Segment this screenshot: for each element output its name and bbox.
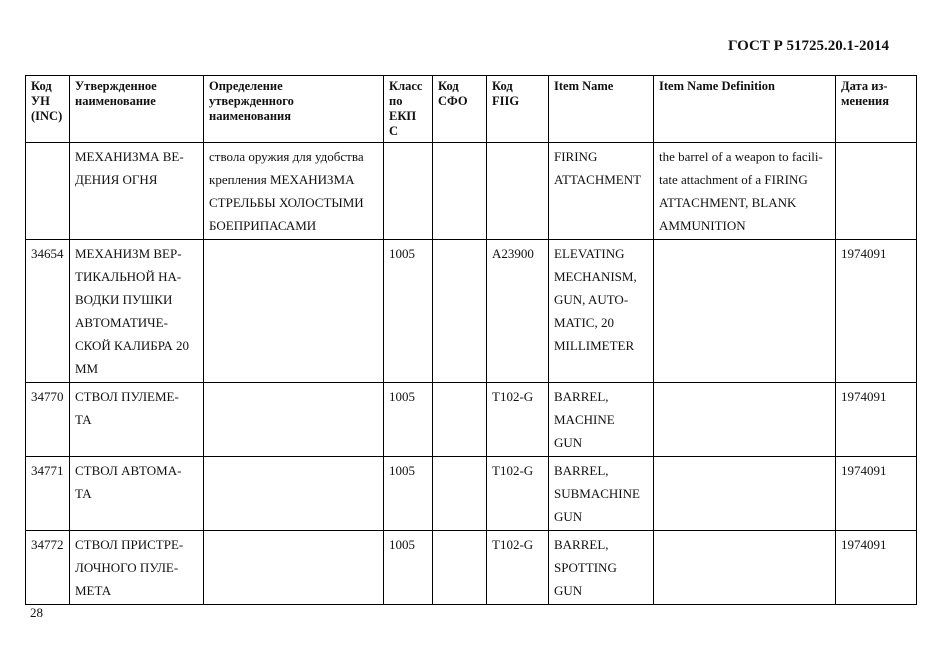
table-row bbox=[26, 143, 917, 240]
cell-sfo-code bbox=[433, 143, 487, 240]
cell-definition bbox=[204, 457, 384, 531]
cell-item-name: BARREL, SUBMACHINE GUN bbox=[549, 457, 654, 531]
cell-inc-code: 34771 bbox=[26, 457, 70, 531]
column-header-class: Класс по ЕКП С bbox=[384, 76, 433, 143]
cell-change-date bbox=[836, 143, 917, 240]
column-header-definition: Определение утвержденного наименования bbox=[204, 76, 384, 143]
items-table bbox=[25, 75, 917, 605]
cell-item-name: BARREL, MACHINE GUN bbox=[549, 383, 654, 457]
cell-class: 1005 bbox=[384, 240, 433, 383]
column-header-fiig-code: Код FIIG bbox=[487, 76, 549, 143]
cell-sfo-code bbox=[433, 457, 487, 531]
cell-item-name: ELEVATING MECHANISM, GUN, AUTO- MATIC, 20 MILLIMETER bbox=[549, 240, 654, 383]
cell-definition bbox=[204, 240, 384, 383]
cell-change-date: 1974091 bbox=[836, 457, 917, 531]
cell-inc-code: 34654 bbox=[26, 240, 70, 383]
cell-change-date: 1974091 bbox=[836, 240, 917, 383]
cell-definition bbox=[204, 531, 384, 605]
cell-inc-code: 34772 bbox=[26, 531, 70, 605]
page-number: 28 bbox=[30, 605, 43, 620]
table-row bbox=[26, 531, 917, 605]
cell-fiig-code: T102-G bbox=[487, 531, 549, 605]
cell-class bbox=[384, 143, 433, 240]
cell-class: 1005 bbox=[384, 383, 433, 457]
cell-item-name: BARREL, SPOTTING GUN bbox=[549, 531, 654, 605]
cell-definition: ствола оружия для удобства крепления МЕХАНИЗМА СТРЕЛЬБЫ ХОЛОСТЫМИ БОЕПРИПАСАМИ bbox=[204, 143, 384, 240]
document-code: ГОСТ Р 51725.20.1-2014 bbox=[727, 38, 889, 54]
cell-item-name-definition: the barrel of a weapon to facili- tate attachment of a FIRING ATTACHMENT, BLANK AMMUNITION bbox=[654, 143, 836, 240]
cell-approved-name: СТВОЛ ПУЛЕМЕ- ТА bbox=[70, 383, 204, 457]
cell-sfo-code bbox=[433, 531, 487, 605]
cell-sfo-code bbox=[433, 240, 487, 383]
column-header-approved-name: Утвержденное наименование bbox=[70, 76, 204, 143]
cell-item-name-definition bbox=[654, 531, 836, 605]
cell-fiig-code: A23900 bbox=[487, 240, 549, 383]
cell-change-date: 1974091 bbox=[836, 531, 917, 605]
cell-item-name-definition bbox=[654, 240, 836, 383]
table-row bbox=[26, 457, 917, 531]
cell-class: 1005 bbox=[384, 531, 433, 605]
cell-fiig-code: T102-G bbox=[487, 457, 549, 531]
cell-approved-name: СТВОЛ АВТОМА- ТА bbox=[70, 457, 204, 531]
cell-approved-name: МЕХАНИЗМ ВЕР- ТИКАЛЬНОЙ НА- ВОДКИ ПУШКИ АВТОМАТИЧЕ- СКОЙ КАЛИБРА 20 ММ bbox=[70, 240, 204, 383]
table-row bbox=[26, 383, 917, 457]
column-header-change-date: Дата из- менения bbox=[836, 76, 917, 143]
cell-definition bbox=[204, 383, 384, 457]
column-header-inc-code: Код УН (INC) bbox=[26, 76, 70, 143]
cell-item-name-definition bbox=[654, 383, 836, 457]
table-row bbox=[26, 240, 917, 383]
column-header-sfo-code: Код СФО bbox=[433, 76, 487, 143]
cell-sfo-code bbox=[433, 383, 487, 457]
cell-fiig-code: T102-G bbox=[487, 383, 549, 457]
cell-item-name-definition bbox=[654, 457, 836, 531]
cell-change-date: 1974091 bbox=[836, 383, 917, 457]
cell-item-name: FIRING ATTACHMENT bbox=[549, 143, 654, 240]
column-header-item-name: Item Name bbox=[549, 76, 654, 143]
column-header-item-name-definition: Item Name Definition bbox=[654, 76, 836, 143]
table-header-row bbox=[26, 76, 917, 143]
cell-approved-name: МЕХАНИЗМА ВЕ- ДЕНИЯ ОГНЯ bbox=[70, 143, 204, 240]
cell-inc-code: 34770 bbox=[26, 383, 70, 457]
cell-approved-name: СТВОЛ ПРИСТРЕ- ЛОЧНОГО ПУЛЕ- МЕТА bbox=[70, 531, 204, 605]
cell-inc-code bbox=[26, 143, 70, 240]
cell-class: 1005 bbox=[384, 457, 433, 531]
cell-fiig-code bbox=[487, 143, 549, 240]
